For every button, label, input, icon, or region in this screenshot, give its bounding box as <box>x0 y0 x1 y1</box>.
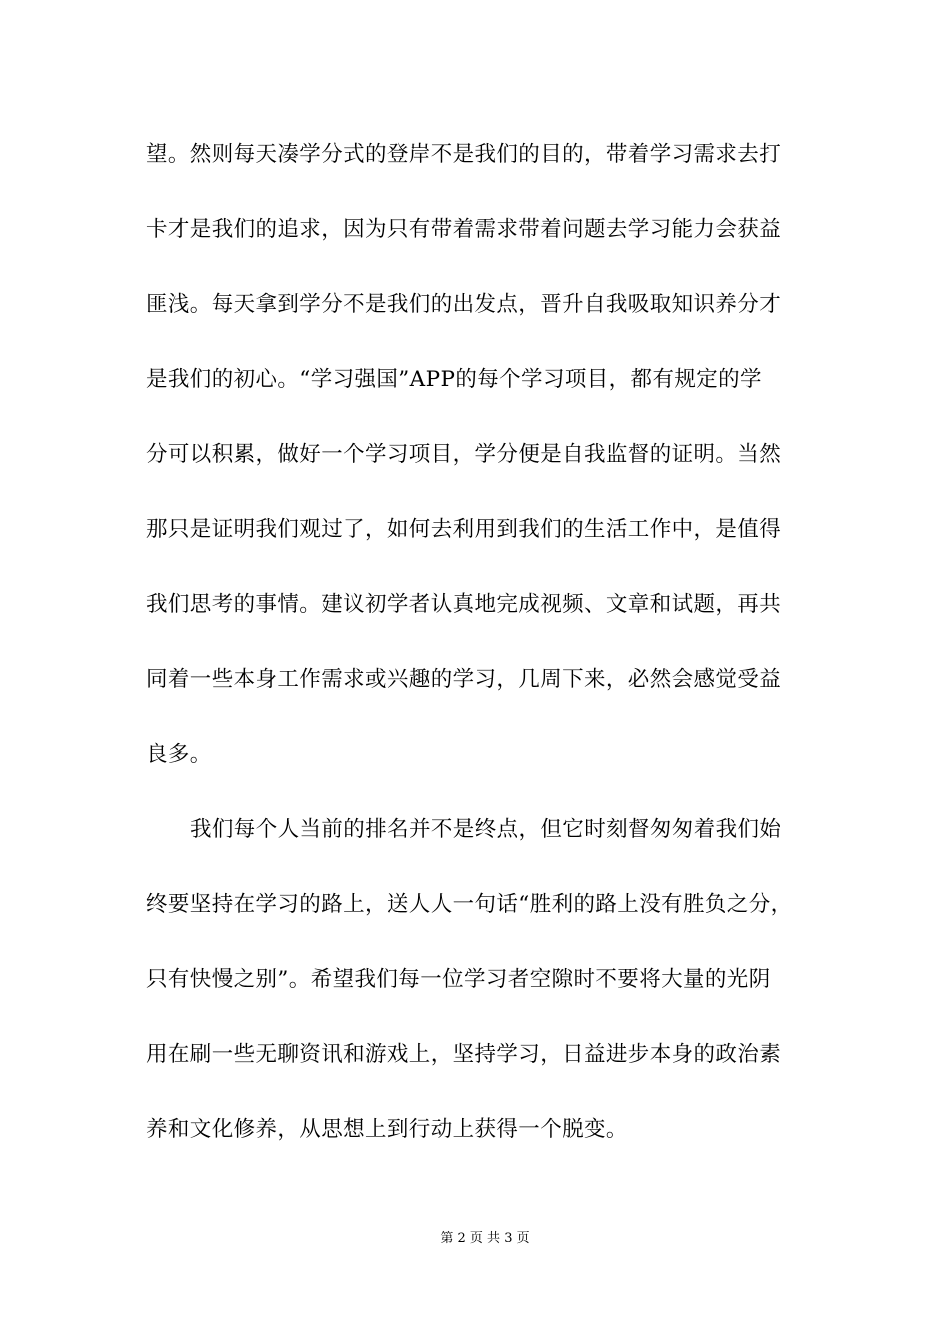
paragraph-line: 我们思考的事情。建议初学者认真地完成视频、文章和试题，再共 <box>146 592 782 617</box>
page-number-footer: 第 2 页 共 3 页 <box>440 1231 530 1246</box>
paragraph-line: 良多。 <box>146 742 212 767</box>
paragraph-line: 终要坚持在学习的路上，送人人一句话“胜利的路上没有胜负之分， <box>146 892 793 917</box>
paragraph-line: 用在刷一些无聊资讯和游戏上，坚持学习，日益进步本身的政治素 <box>146 1042 782 1067</box>
paragraph-line: 是我们的初心。“学习强国”APP的每个学习项目，都有规定的学 <box>146 367 762 392</box>
paragraph-line: 我们每个人当前的排名并不是终点，但它时刻督匆匆着我们始 <box>190 817 782 842</box>
paragraph-line: 养和文化修养，从思想上到行动上获得一个脱变。 <box>146 1117 628 1142</box>
paragraph-line: 匪浅。每天拿到学分不是我们的出发点，晋升自我吸取知识养分才 <box>146 292 782 317</box>
paragraph-line: 只有快慢之别”。希望我们每一位学习者空隙时不要将大量的光阴 <box>146 967 771 992</box>
paragraph-line: 那只是证明我们观过了，如何去利用到我们的生活工作中，是值得 <box>146 517 782 542</box>
paragraph-line: 望。然则每天凑学分式的登岸不是我们的目的，带着学习需求去打 <box>146 142 782 167</box>
paragraph-line: 分可以积累，做好一个学习项目，学分便是自我监督的证明。当然 <box>146 442 782 467</box>
paragraph-line: 同着一些本身工作需求或兴趣的学习，几周下来，必然会感觉受益 <box>146 667 782 692</box>
paragraph-line: 卡才是我们的追求，因为只有带着需求带着问题去学习能力会获益 <box>146 217 782 242</box>
